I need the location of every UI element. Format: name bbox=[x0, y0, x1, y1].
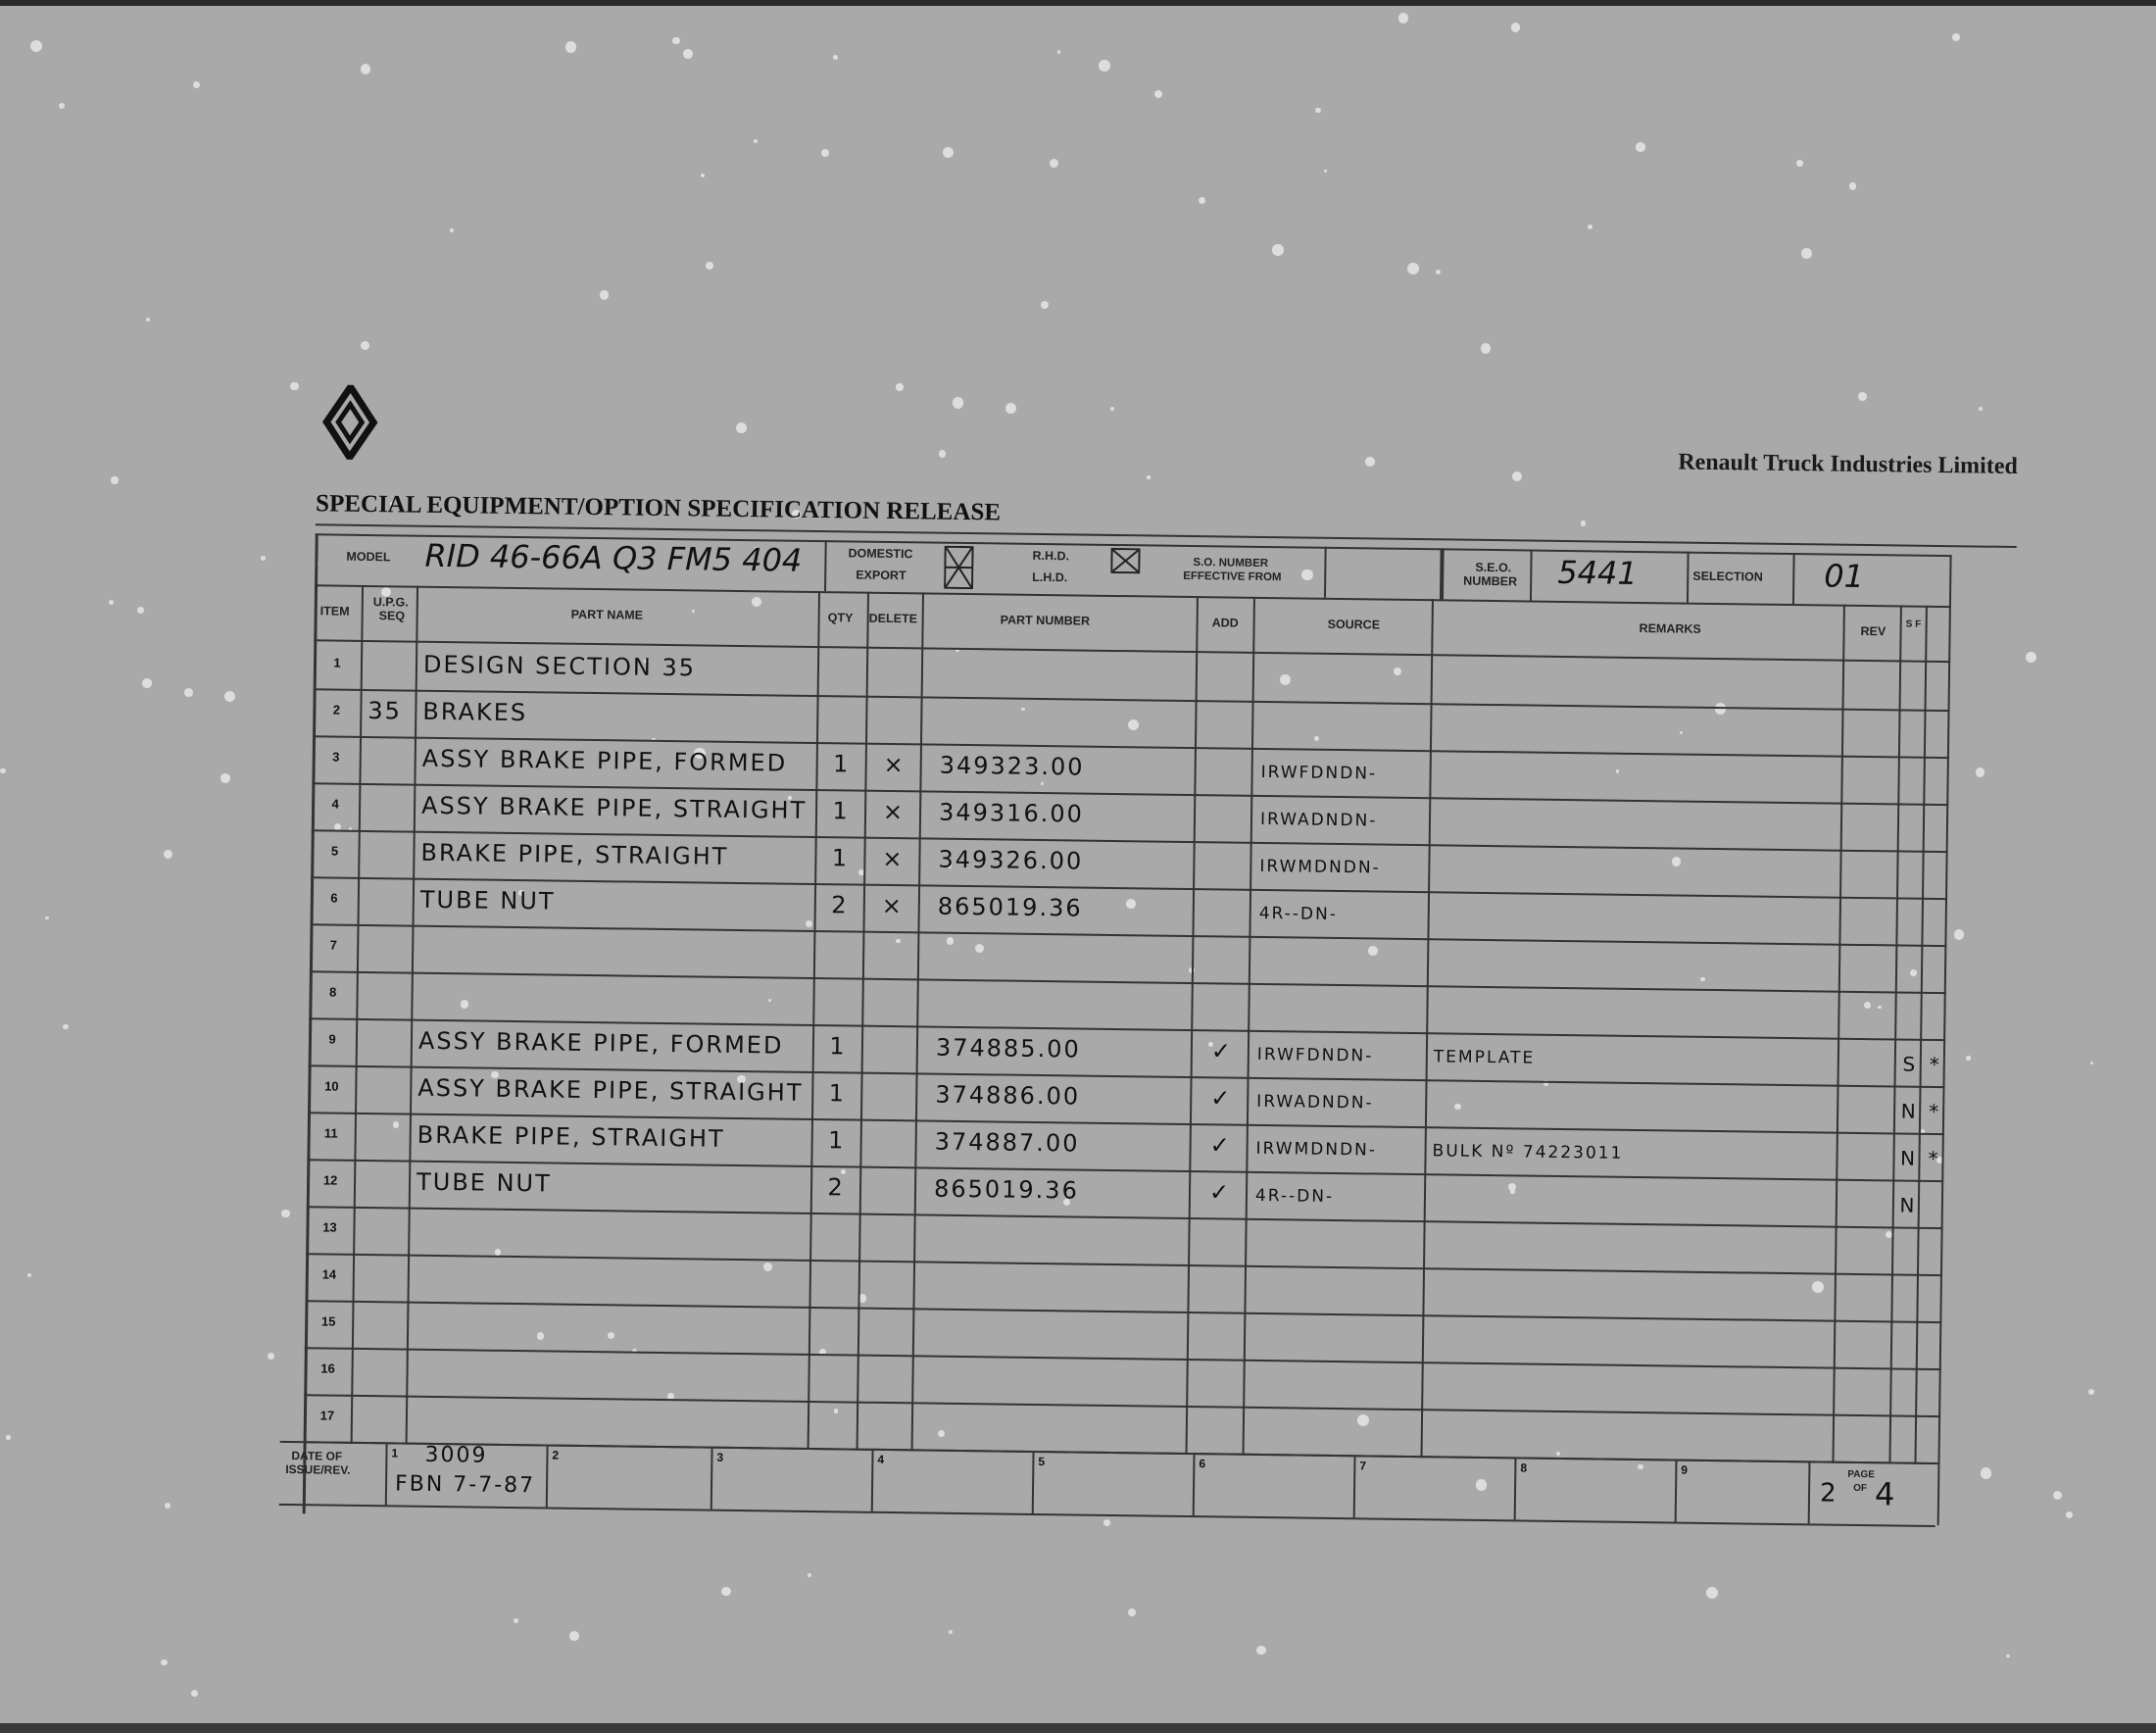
cell-quantity bbox=[814, 1314, 854, 1315]
dust-speck bbox=[701, 173, 705, 177]
cell-quantity: 1 bbox=[831, 844, 850, 872]
company-name: Renault Truck Industries Limited bbox=[1678, 449, 2018, 480]
cell-quantity: 2 bbox=[831, 891, 849, 919]
dust-speck bbox=[1050, 159, 1058, 168]
dust-speck bbox=[683, 49, 693, 59]
col-item: ITEM bbox=[319, 604, 350, 619]
cell-add-check bbox=[1197, 1319, 1240, 1320]
dust-speck bbox=[361, 341, 369, 350]
divider bbox=[1792, 553, 1795, 604]
cell-upg-seq: 35 bbox=[368, 697, 403, 725]
cell-upg-seq bbox=[360, 1356, 399, 1357]
cell-upg-seq bbox=[368, 744, 407, 745]
cell-item-number: 15 bbox=[320, 1313, 336, 1329]
cell-delete-mark bbox=[868, 1127, 911, 1128]
cell-add-check bbox=[1196, 1413, 1239, 1414]
cell-item-number: 4 bbox=[331, 796, 339, 812]
cell-source-code: IRWMDNDN- bbox=[1259, 856, 1381, 878]
dust-speck bbox=[220, 773, 230, 783]
cell-remarks: TEMPLATE bbox=[1433, 1047, 1536, 1068]
cell-delete-mark bbox=[870, 986, 913, 987]
dust-speck bbox=[1154, 90, 1163, 99]
dust-speck bbox=[672, 37, 680, 45]
cell-add-check bbox=[1201, 990, 1245, 991]
cell-part-number: 349323.00 bbox=[939, 751, 1085, 781]
dust-speck bbox=[754, 139, 758, 143]
specification-form bbox=[278, 365, 2019, 1593]
issue-entry-date: FBN 7-7-87 bbox=[394, 1471, 536, 1499]
dust-speck bbox=[191, 1690, 198, 1697]
cell-part-name: TUBE NUT bbox=[416, 1167, 552, 1198]
rhd-label: R.H.D. bbox=[1032, 548, 1070, 564]
dust-speck bbox=[2088, 1389, 2094, 1395]
col-add: ADD bbox=[1211, 616, 1239, 630]
cell-item-number: 1 bbox=[333, 655, 341, 670]
cell-item-number: 11 bbox=[323, 1125, 338, 1141]
dust-speck bbox=[142, 678, 152, 688]
issue-cell-number: 4 bbox=[877, 1452, 885, 1466]
cell-item-number: 16 bbox=[320, 1361, 335, 1376]
cell-source-code: 4R--DN- bbox=[1258, 903, 1339, 924]
cell-s-flag: N bbox=[1899, 1146, 1918, 1170]
cell-add-check bbox=[1202, 896, 1246, 897]
dust-speck bbox=[1511, 23, 1520, 31]
cell-upg-seq bbox=[361, 1262, 400, 1263]
dust-speck bbox=[45, 916, 49, 920]
cell-upg-seq bbox=[367, 838, 406, 839]
dust-speck bbox=[706, 262, 713, 270]
cell-delete-mark: × bbox=[882, 844, 905, 873]
issue-cell-number: 7 bbox=[1359, 1459, 1367, 1473]
issue-cell-number: 3 bbox=[716, 1450, 724, 1464]
dust-speck bbox=[2053, 1491, 2062, 1500]
col-delete: DELETE bbox=[868, 611, 918, 626]
form-grid bbox=[303, 533, 1951, 1476]
col-part-name: PART NAME bbox=[570, 607, 644, 622]
dust-speck bbox=[109, 600, 114, 605]
dust-speck bbox=[63, 1024, 69, 1030]
dust-speck bbox=[111, 476, 118, 483]
cell-upg-seq bbox=[364, 1026, 403, 1027]
seo-number-label: NUMBER bbox=[1463, 573, 1518, 589]
cell-add-check: ✓ bbox=[1209, 1131, 1232, 1160]
cell-delete-mark: × bbox=[881, 891, 905, 920]
cell-delete-mark bbox=[865, 1362, 908, 1363]
col-rev: REV bbox=[1860, 623, 1886, 639]
dust-speck bbox=[2006, 1655, 2009, 1658]
col-part-number: PART NUMBER bbox=[1000, 613, 1091, 628]
col-remarks: REMARKS bbox=[1639, 620, 1701, 636]
dust-speck bbox=[224, 691, 235, 702]
col-upg: U.P.G. bbox=[372, 595, 409, 610]
issue-cell-number: 2 bbox=[552, 1448, 560, 1462]
cell-item-number: 2 bbox=[332, 702, 341, 718]
cell-add-check bbox=[1203, 849, 1247, 850]
cell-source-code: IRWFDNDN- bbox=[1260, 762, 1378, 784]
cell-quantity: 1 bbox=[829, 1032, 847, 1061]
effective-from-label: EFFECTIVE FROM bbox=[1183, 569, 1282, 584]
cell-f-flag: * bbox=[1929, 1052, 1941, 1077]
divider bbox=[1324, 547, 1327, 598]
cell-item-number: 10 bbox=[324, 1078, 339, 1094]
cell-quantity: 1 bbox=[827, 1126, 846, 1155]
dust-speck bbox=[1481, 343, 1491, 353]
cell-quantity bbox=[816, 1220, 856, 1221]
dust-speck bbox=[1849, 182, 1856, 189]
seo-number-value: 5441 bbox=[1557, 553, 1639, 592]
selection-label: SELECTION bbox=[1692, 569, 1763, 584]
dust-speck bbox=[1636, 142, 1644, 151]
dust-speck bbox=[600, 290, 609, 299]
header-mid-rule bbox=[315, 584, 1951, 608]
cell-item-number: 7 bbox=[329, 937, 337, 953]
dust-speck bbox=[1801, 248, 1811, 258]
form-title: SPECIAL EQUIPMENT/OPTION SPECIFICATION RELEASE bbox=[315, 490, 1002, 526]
cell-item-number: 12 bbox=[322, 1172, 338, 1188]
dust-speck bbox=[27, 1273, 31, 1277]
dust-speck bbox=[2066, 1511, 2073, 1518]
cell-add-check bbox=[1204, 755, 1248, 756]
cell-delete-mark: × bbox=[883, 750, 906, 779]
dust-speck bbox=[1199, 197, 1205, 204]
cell-part-number: 865019.36 bbox=[933, 1174, 1080, 1205]
dust-speck bbox=[59, 103, 65, 109]
cell-quantity: 1 bbox=[828, 1079, 847, 1108]
cell-remarks: BULK Nº 74223011 bbox=[1432, 1141, 1624, 1164]
cell-item-number: 13 bbox=[322, 1219, 337, 1235]
cell-source-code: IRWADNDN- bbox=[1256, 1091, 1374, 1114]
issue-cell-number: 9 bbox=[1681, 1462, 1689, 1477]
issue-cell bbox=[1193, 1455, 1356, 1517]
dust-speck bbox=[565, 41, 576, 52]
film-edge-top bbox=[0, 0, 2156, 6]
dust-speck bbox=[514, 1618, 518, 1623]
dust-speck bbox=[943, 147, 954, 158]
divider bbox=[1530, 550, 1533, 601]
cell-delete-mark bbox=[869, 1033, 912, 1034]
cell-quantity bbox=[819, 985, 858, 986]
issue-cell-number: 6 bbox=[1199, 1457, 1206, 1471]
cell-s-flag: S bbox=[1902, 1052, 1918, 1076]
dust-speck bbox=[2026, 652, 2036, 663]
page-of-label: OF bbox=[1853, 1482, 1868, 1495]
cell-upg-seq bbox=[359, 1403, 398, 1404]
so-number-label: S.O. NUMBER bbox=[1193, 557, 1269, 570]
renault-diamond-logo bbox=[320, 384, 380, 460]
item-rows bbox=[314, 641, 1950, 1423]
issue-rev-label: ISSUE/REV. bbox=[285, 1461, 351, 1477]
cell-upg-seq bbox=[360, 1309, 399, 1310]
col-qty: QTY bbox=[827, 611, 854, 625]
cell-part-name: BRAKE PIPE, STRAIGHT bbox=[416, 1120, 725, 1153]
dust-speck bbox=[450, 228, 454, 232]
cell-source-code: IRWFDNDN- bbox=[1256, 1044, 1374, 1066]
cell-item-number: 6 bbox=[330, 890, 338, 906]
cell-part-name: ASSY BRAKE PIPE, FORMED bbox=[417, 1026, 784, 1060]
dust-speck bbox=[161, 1659, 168, 1666]
cell-f-flag: * bbox=[1928, 1146, 1940, 1171]
cell-add-check bbox=[1198, 1272, 1241, 1273]
dust-speck bbox=[361, 64, 370, 74]
page-current: 2 bbox=[1819, 1478, 1838, 1509]
issue-cell-number: 1 bbox=[391, 1446, 399, 1461]
cell-add-check bbox=[1197, 1366, 1240, 1367]
dust-speck bbox=[1128, 1609, 1136, 1616]
issue-cell bbox=[1353, 1457, 1517, 1519]
cell-upg-seq bbox=[368, 650, 408, 651]
cell-part-number: 865019.36 bbox=[937, 892, 1083, 922]
cell-quantity bbox=[823, 656, 862, 657]
cell-quantity bbox=[819, 938, 858, 939]
dust-speck bbox=[949, 1630, 953, 1634]
dust-speck bbox=[1952, 33, 1960, 41]
cell-quantity bbox=[823, 703, 862, 704]
issue-cell bbox=[1514, 1459, 1678, 1521]
dust-speck bbox=[184, 688, 193, 697]
dust-speck bbox=[1398, 13, 1409, 24]
page-label: PAGE bbox=[1847, 1468, 1875, 1481]
dust-speck bbox=[1588, 224, 1592, 229]
cell-item-number: 9 bbox=[328, 1031, 336, 1047]
cell-upg-seq bbox=[362, 1167, 401, 1168]
dust-speck bbox=[165, 1503, 171, 1509]
dust-speck bbox=[0, 768, 6, 774]
dust-speck bbox=[146, 318, 150, 322]
dust-speck bbox=[1057, 50, 1061, 54]
film-edge-bottom bbox=[0, 1723, 2156, 1733]
divider bbox=[1687, 552, 1690, 603]
model-label: MODEL bbox=[346, 549, 391, 565]
cell-add-check bbox=[1203, 802, 1247, 803]
seo-label: S.E.O. bbox=[1475, 560, 1512, 575]
cell-part-name: BRAKE PIPE, STRAIGHT bbox=[420, 838, 729, 870]
cell-delete-mark bbox=[865, 1315, 908, 1316]
cell-upg-seq bbox=[362, 1214, 401, 1215]
cell-source-code: 4R--DN- bbox=[1254, 1185, 1335, 1207]
col-s-f: S F bbox=[1905, 619, 1922, 630]
dust-speck bbox=[30, 40, 42, 52]
dust-speck bbox=[821, 149, 829, 157]
cell-quantity: 1 bbox=[832, 797, 850, 825]
dust-speck bbox=[1324, 170, 1327, 173]
cell-f-flag: * bbox=[1929, 1099, 1941, 1124]
cell-part-name: ASSY BRAKE PIPE, FORMED bbox=[421, 744, 788, 777]
issue-cell bbox=[1032, 1453, 1196, 1515]
cell-part-number: 349326.00 bbox=[938, 845, 1084, 875]
cell-quantity bbox=[815, 1267, 855, 1268]
cell-delete-mark bbox=[864, 1410, 907, 1411]
cell-delete-mark bbox=[867, 1221, 910, 1222]
cell-item-number: 8 bbox=[328, 984, 337, 1000]
cell-part-number: 374885.00 bbox=[935, 1033, 1081, 1064]
cell-part-number: 374886.00 bbox=[935, 1080, 1081, 1111]
issue-entry-number: 3009 bbox=[424, 1442, 488, 1468]
lhd-label: L.H.D. bbox=[1032, 569, 1068, 585]
domestic-label: DOMESTIC bbox=[848, 546, 913, 562]
cell-upg-seq bbox=[364, 1073, 403, 1074]
cell-item-number: 3 bbox=[332, 749, 340, 765]
cell-s-flag: N bbox=[1900, 1099, 1918, 1123]
dust-speck bbox=[1796, 160, 1803, 167]
dust-speck bbox=[193, 81, 200, 88]
cell-add-check bbox=[1199, 1225, 1242, 1226]
dust-speck bbox=[268, 1353, 274, 1360]
dust-speck bbox=[1041, 301, 1049, 309]
cell-quantity: 2 bbox=[827, 1173, 845, 1202]
cell-source-code: IRWADNDN- bbox=[1259, 809, 1378, 831]
cell-part-name: ASSY BRAKE PIPE, STRAIGHT bbox=[420, 791, 808, 824]
cell-item-number: 14 bbox=[321, 1266, 337, 1282]
divider bbox=[824, 540, 827, 591]
selection-value: 01 bbox=[1824, 557, 1865, 595]
cell-part-name: DESIGN SECTION 35 bbox=[422, 650, 697, 682]
issue-cell bbox=[1675, 1461, 1811, 1524]
cell-part-name: BRAKES bbox=[422, 697, 528, 727]
cell-delete-mark bbox=[870, 939, 913, 940]
dust-speck bbox=[1099, 60, 1110, 72]
col-seq: SEQ bbox=[378, 609, 406, 623]
cell-add-check: ✓ bbox=[1210, 1037, 1234, 1065]
export-label: EXPORT bbox=[856, 568, 906, 583]
col-source: SOURCE bbox=[1327, 617, 1381, 632]
dust-speck bbox=[261, 556, 266, 561]
cell-delete-mark bbox=[867, 1174, 910, 1175]
cell-delete-mark bbox=[866, 1268, 909, 1269]
issue-cell bbox=[710, 1449, 874, 1511]
dust-speck bbox=[1256, 1646, 1266, 1656]
cell-s-flag: N bbox=[1899, 1193, 1917, 1217]
dust-speck bbox=[1315, 108, 1321, 114]
cell-upg-seq bbox=[365, 932, 404, 933]
rhd-crossed-box bbox=[1110, 548, 1140, 573]
dust-speck bbox=[137, 607, 144, 614]
dust-speck bbox=[833, 55, 838, 60]
model-value: RID 46-66A Q3 FM5 404 bbox=[424, 536, 803, 579]
cell-delete-mark bbox=[874, 704, 917, 705]
dust-speck bbox=[569, 1631, 579, 1641]
cell-quantity: 1 bbox=[832, 750, 851, 778]
divider bbox=[1440, 548, 1445, 599]
cell-add-check bbox=[1201, 943, 1245, 944]
cell-upg-seq bbox=[365, 979, 404, 980]
cell-upg-seq bbox=[366, 885, 405, 886]
cell-source-code: IRWMDNDN- bbox=[1255, 1138, 1378, 1161]
dust-speck bbox=[1436, 270, 1441, 274]
cell-part-number: 374887.00 bbox=[934, 1127, 1080, 1158]
dust-speck bbox=[164, 850, 172, 859]
cell-item-number: 17 bbox=[319, 1408, 335, 1423]
page-total: 4 bbox=[1874, 1475, 1897, 1513]
cell-delete-mark bbox=[868, 1080, 911, 1081]
dust-speck bbox=[1272, 244, 1284, 256]
cell-upg-seq bbox=[363, 1120, 402, 1121]
cell-add-check: ✓ bbox=[1208, 1178, 1232, 1207]
issue-cell bbox=[546, 1446, 713, 1509]
cell-part-name: ASSY BRAKE PIPE, STRAIGHT bbox=[417, 1073, 804, 1107]
cell-add-check: ✓ bbox=[1210, 1084, 1233, 1113]
issue-cell bbox=[871, 1451, 1035, 1513]
cell-item-number: 5 bbox=[330, 843, 339, 859]
cell-add-check bbox=[1204, 708, 1248, 709]
dust-speck bbox=[721, 1587, 731, 1597]
cell-add-check bbox=[1205, 661, 1249, 662]
date-of-label: DATE OF bbox=[291, 1449, 343, 1463]
cell-part-number: 349316.00 bbox=[938, 798, 1085, 828]
cell-delete-mark: × bbox=[882, 797, 906, 826]
dust-speck bbox=[1407, 263, 1419, 274]
dust-speck bbox=[6, 1435, 11, 1440]
cell-quantity bbox=[813, 1409, 853, 1410]
cell-upg-seq bbox=[367, 791, 406, 792]
domestic-export-crossed-box bbox=[944, 546, 974, 589]
cell-part-name: TUBE NUT bbox=[419, 885, 556, 916]
issue-cell-number: 8 bbox=[1520, 1461, 1528, 1475]
dust-speck bbox=[2090, 1062, 2093, 1065]
issue-cell-number: 5 bbox=[1038, 1455, 1046, 1469]
cell-delete-mark bbox=[874, 657, 917, 658]
